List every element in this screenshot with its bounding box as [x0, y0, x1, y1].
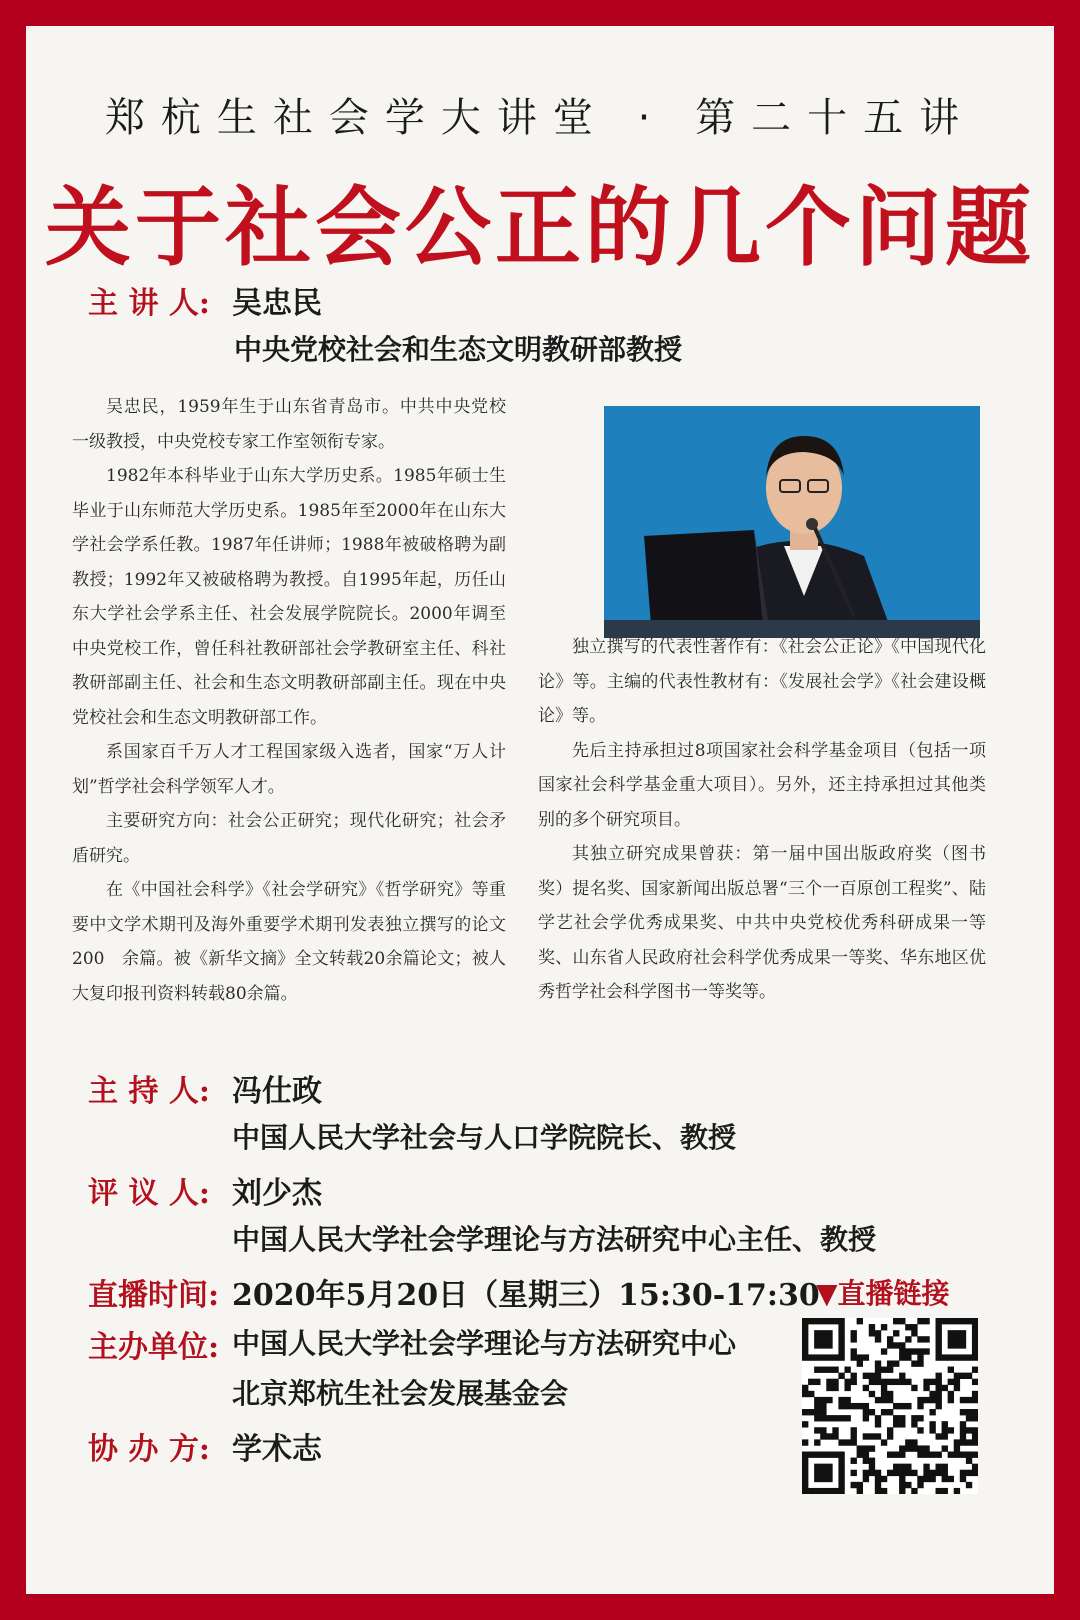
speaker-name: 吴忠民	[232, 286, 322, 321]
qr-code-graphic	[802, 1318, 978, 1494]
bio-paragraph: 其独立研究成果曾获：第一届中国出版政府奖（图书奖）提名奖、国家新闻出版总署“三个一百原创工程奖”、陆学艺社会学优秀成果奖、中共中央党校优秀科研成果一等奖、山东省人民政府社会科学优秀成果一等奖、华东地区优秀哲学社会科学图书一等奖等。	[538, 844, 986, 1002]
bio-left-column	[72, 390, 506, 1011]
speaker-photo	[604, 406, 980, 638]
broadcast-time: 2020年5月20日（星期三）15:30-17:30	[232, 1278, 820, 1313]
bio-paragraph: 吴忠民，1959年生于山东省青岛市。中共中央党校一级教授，中央党校专家工作室领衔专家。	[72, 397, 506, 452]
co-organizer-name: 学术志	[232, 1432, 322, 1467]
bio-paragraph: 独立撰写的代表性著作有：《社会公正论》《中国现代化论》等。主编的代表性教材有：《发展社会学》《社会建设概论》等。	[538, 637, 986, 726]
organizer-line-1: 中国人民大学社会学理论与方法研究中心	[232, 1327, 737, 1360]
bio-right-column	[538, 630, 986, 1010]
live-link-label[interactable]: ▼直播链接	[816, 1277, 950, 1310]
qr-code-icon[interactable]	[802, 1318, 978, 1494]
host-role-label: 主 持 人:	[88, 1074, 210, 1109]
speaker-affiliation: 中央党校社会和生态文明教研部教授	[234, 333, 683, 366]
bio-paragraph: 1982年本科毕业于山东大学历史系。1985年硕士生毕业于山东师范大学历史系。1985年至2000年在山东大学社会学系任教。1987年任讲师；1988年被破格聘为副教授；1992年又被破格聘为教授。自1995年起，历任山东大学社会学系主任、社会发展学院院长。2000年调至中央党校工作，曾任科社教研部社会学教研室主任、科社教研部副主任、社会和生态文明教研部副主任。现在中央党校社会和生态文明教研部工作。	[72, 466, 506, 728]
speaker-role-label: 主 讲 人:	[88, 286, 210, 321]
bio-paragraph: 主要研究方向：社会公正研究；现代化研究；社会矛盾研究。	[72, 811, 506, 866]
speaker-photo-illustration	[604, 406, 980, 638]
bio-paragraph: 系国家百千万人才工程国家级入选者，国家“万人计划”哲学社会科学领军人才。	[72, 742, 506, 797]
series-title: 郑杭生社会学大讲堂 · 第二十五讲	[104, 95, 976, 141]
lecture-title: 关于社会公正的几个问题	[45, 177, 1035, 278]
organizer-role-label: 主办单位:	[88, 1330, 220, 1365]
commentator-role-label: 评 议 人:	[88, 1176, 210, 1211]
poster	[26, 26, 1054, 1594]
broadcast-role-label: 直播时间:	[88, 1278, 220, 1313]
bio-paragraph: 在《中国社会科学》《社会学研究》《哲学研究》等重要中文学术期刊及海外重要学术期刊发表独立撰写的论文200 余篇。被《新华文摘》全文转载20余篇论文；被人大复印报刊资料转载80余篇。	[72, 880, 506, 1004]
bio-paragraph: 先后主持承担过8项国家社会科学基金项目（包括一项国家社会科学基金重大项目）。另外，还主持承担过其他类别的多个研究项目。	[538, 740, 986, 830]
host-name: 冯仕政	[232, 1074, 322, 1109]
host-affiliation: 中国人民大学社会与人口学院院长、教授	[232, 1121, 737, 1154]
organizer-line-2: 北京郑杭生社会发展基金会	[232, 1377, 569, 1410]
commentator-affiliation: 中国人民大学社会学理论与方法研究中心主任、教授	[232, 1223, 877, 1256]
co-organizer-role-label: 协 办 方:	[88, 1432, 210, 1467]
commentator-name: 刘少杰	[232, 1176, 322, 1211]
